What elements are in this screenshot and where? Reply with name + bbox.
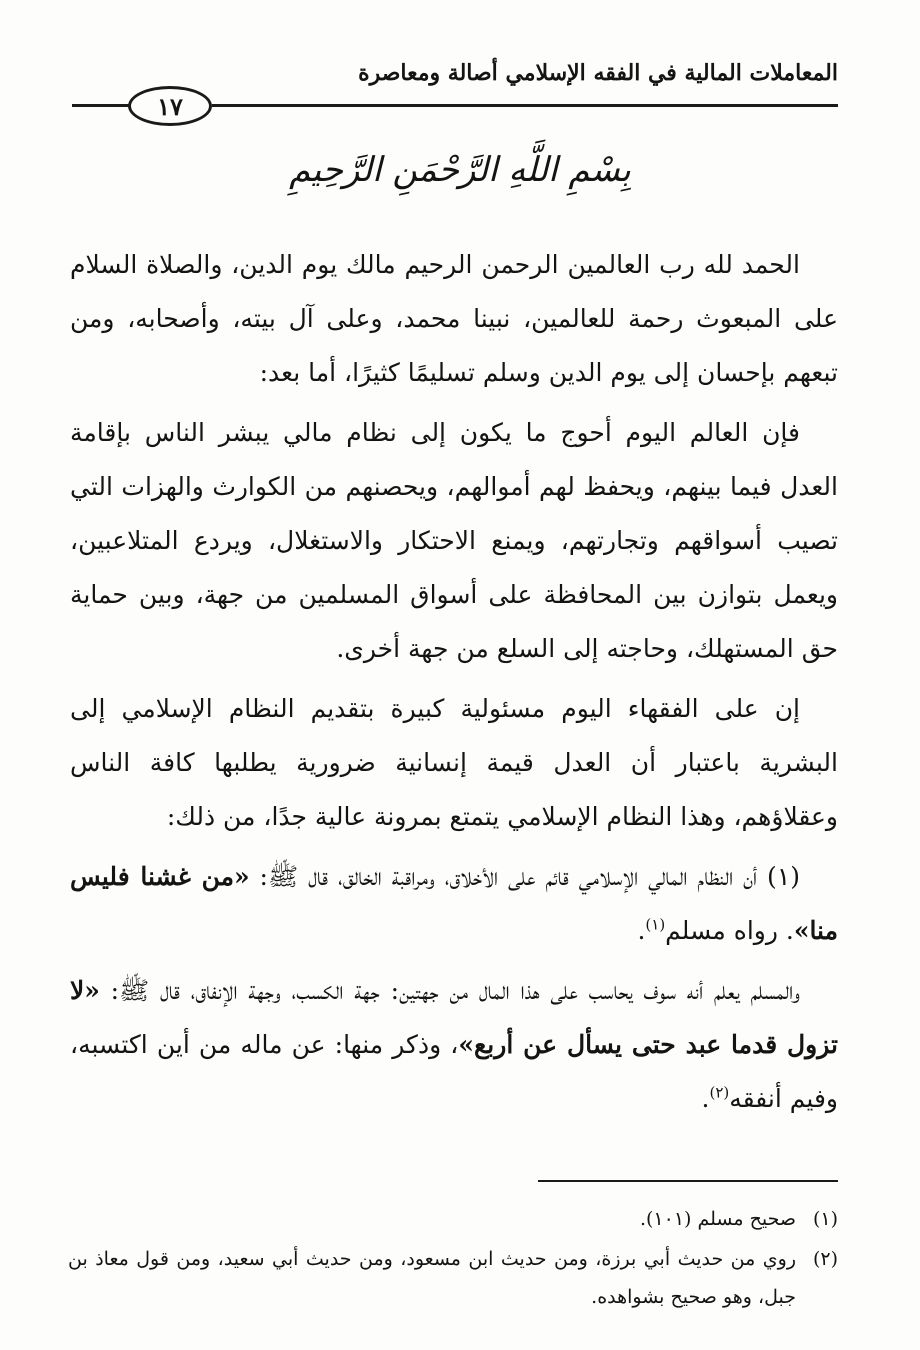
paragraph-text: ، وذكر منها: عن ماله من أين اكتسبه، وفيم أنفقه — [70, 1030, 838, 1113]
paragraph-text: والمسلم يعلم أنه سوف يحاسب على هذا المال من جهتين: جهة الكسب، وجهة الإنفاق، قال ﷺ: — [99, 976, 800, 1005]
footnote — [68, 1240, 838, 1316]
paragraph — [70, 964, 838, 1126]
paragraph-text: . رواه مسلم — [665, 916, 794, 945]
body-text — [70, 238, 838, 1132]
footnote-reference: (٢) — [709, 1083, 730, 1102]
basmala: بِسْمِ اللَّهِ الرَّحْمَنِ الرَّحِيمِ — [289, 150, 631, 190]
footnote-separator — [538, 1180, 838, 1182]
footnote-reference: (١) — [645, 915, 666, 934]
paragraph-text: . — [637, 916, 646, 945]
footnote-text: صحيح مسلم (١٠١). — [639, 1208, 796, 1230]
footnote-number: (٢) — [812, 1248, 838, 1270]
footnote — [68, 1200, 838, 1238]
hadith-quote: «لا تزول قدما عبد حتى يسأل عن أربع» — [70, 976, 839, 1059]
paragraph-text: . — [701, 1084, 710, 1113]
running-header-title: المعاملات المالية في الفقه الإسلامي أصالة ومعاصرة — [358, 60, 838, 86]
footnotes — [68, 1200, 838, 1318]
paragraph: الحمد لله رب العالمين الرحمن الرحيم مالك يوم الدين، والصلاة السلام على المبعوث رحمة للعالمين، نبينا محمد، وعلى آل بيته، وأصحابه، ومن تبعهم بإحسان إلى يوم الدين وسلم تسليمًا كثيرًا، أما بعد: — [70, 250, 838, 387]
paragraph: إن على الفقهاء اليوم مسئولية كبيرة بتقديم النظام الإسلامي إلى البشرية باعتبار أن العدل قيمة إنسانية ضرورية يطلبها كافة الناس وعقلاؤهم، وهذا النظام الإسلامي يتمتع بمرونة عالية جدًا، من ذلك: — [70, 694, 838, 831]
header-rule — [72, 104, 130, 107]
paragraph-text: (١) أن النظام المالي الإسلامي قائم على الأخلاق، ومراقبة الخالق، قال ﷺ: — [249, 862, 801, 891]
footnote-text: روي من حديث أبي برزة، ومن حديث ابن مسعود، ومن حديث أبي سعيد، ومن قول معاذ بن جبل، وهو صحيح بشواهده. — [68, 1248, 796, 1308]
paragraph — [70, 850, 838, 958]
page-number: ١٧ — [128, 86, 212, 126]
hadith-quote: «من غشنا فليس منا» — [70, 862, 838, 945]
paragraph: فإن العالم اليوم أحوج ما يكون إلى نظام مالي يبشر الناس بإقامة العدل فيما بينهم، ويحفظ لهم أموالهم، ويحصنهم من الكوارث والهزات التي تصيب أسواقهم وتجارتهم، ويمنع الاحتكار والاستغلال، ويردع المتلاعبين، ويعمل بتوازن بين المحافظة على أسواق المسلمين من جهة، وبين حماية حق المستهلك، وحاجته إلى السلع من جهة أخرى. — [70, 418, 838, 663]
header-rule — [212, 104, 838, 107]
footnote-number: (١) — [812, 1208, 838, 1230]
